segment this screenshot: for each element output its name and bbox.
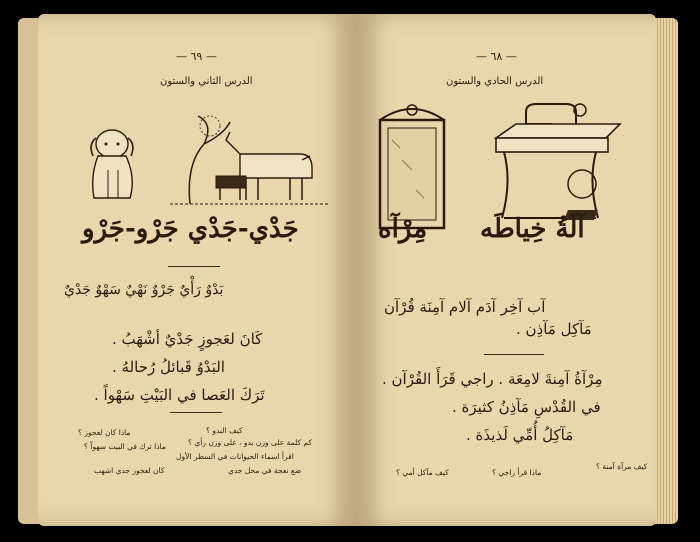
question-3: ماذا ترك في البيت سهواً ؟ bbox=[84, 442, 166, 451]
divider bbox=[168, 266, 220, 267]
sentence-3: مَآكِلُ أُمِّي لَذيذَة . bbox=[466, 426, 574, 444]
question-7: ضع نعجة في محل جدي bbox=[228, 466, 302, 475]
left-headline: جَدْي-جَدْي جَرْو-جَرْو bbox=[82, 214, 299, 244]
page-number: — ٦٩ — bbox=[176, 50, 217, 63]
sentence-2: البَدْوُ قَبائلُ رُحالهُ . bbox=[112, 358, 225, 376]
sentence-2: في القُدْسِ مَآذِنُ كثيرَة . bbox=[452, 398, 601, 416]
divider bbox=[170, 412, 222, 413]
puppy-illustration bbox=[78, 122, 148, 204]
right-page bbox=[356, 14, 656, 526]
question-2: ماذا كان لعجوز ؟ bbox=[78, 428, 131, 437]
vocab-line: بَدْوٌ رَأْيٌ جَرْوٌ نَهْيٌ سَهْوٌ جَدْيٌ bbox=[64, 282, 224, 298]
left-page bbox=[38, 14, 356, 526]
sentence-1: كَانَ لعَجوزٍ جَدْيٌ أشْهَبُ . bbox=[112, 330, 263, 348]
question-3: كيف مآكل أمي ؟ bbox=[396, 468, 449, 477]
lesson-title: الدرس الثاني والستون bbox=[160, 76, 253, 87]
headline-sewing-machine: آلَةُ خِياطَه bbox=[480, 214, 585, 244]
question-4: كم كلمة على وزن بدو ، على وزن رأي ؟ bbox=[188, 438, 312, 447]
vocab-line-2: مَآكِل مَآذِن . bbox=[516, 320, 592, 338]
question-1: كيف البدو ؟ bbox=[206, 426, 243, 435]
question-2: ماذا قرأ راجي ؟ bbox=[492, 468, 542, 477]
vocab-line-1: آب آخِر آدَم آلام آمِنَة قُرْآن bbox=[384, 298, 546, 316]
goats-illustration bbox=[170, 114, 330, 206]
open-book bbox=[8, 8, 688, 530]
question-1: كيف مرآة آمنة ؟ bbox=[596, 462, 648, 471]
headline-mirror: مِرْآه bbox=[378, 214, 428, 244]
sentence-3: تَرَكَ العَصا في البَيْتِ سَهْواً . bbox=[94, 386, 265, 404]
divider bbox=[484, 354, 544, 355]
page-number: — ٦٨ — bbox=[476, 50, 517, 63]
sentence-1: مِرْآةُ آمِنةَ لامِعَة . راجي قَرَأَ القُرْآن . bbox=[382, 370, 603, 388]
question-6: كان لعجوز جدي اشهب bbox=[94, 466, 165, 475]
lesson-title: الدرس الحادي والستون bbox=[446, 76, 544, 87]
question-5: اقرأ اسماء الحيوانات في السطر الأول bbox=[176, 452, 294, 461]
